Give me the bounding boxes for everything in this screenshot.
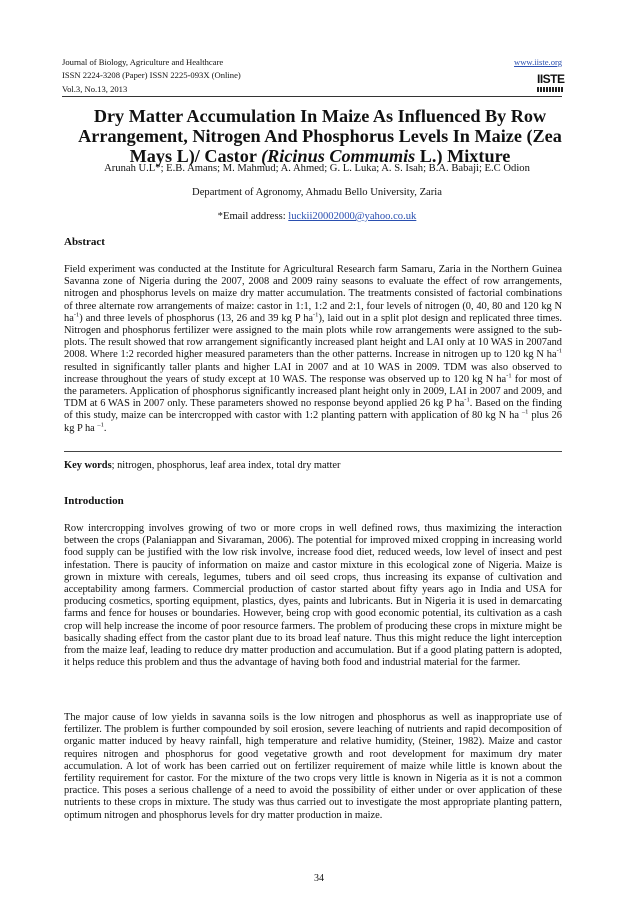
page-number: 34 [314, 873, 324, 884]
superscript: -1 [73, 311, 80, 319]
iiste-logo [537, 73, 563, 93]
title-line-3-start: Mays L)/ Castor [129, 146, 262, 166]
title-line-3-end: L.) Mixture [415, 146, 511, 166]
superscript: -1 [464, 396, 470, 404]
abstract-segment: plus 26 kg P ha [64, 410, 562, 434]
journal-volume: Vol.3, No.13, 2013 [62, 83, 128, 94]
abstract-divider [64, 451, 562, 452]
journal-name: Journal of Biology, Agriculture and Healthcare [62, 57, 224, 67]
paper-title [70, 106, 570, 166]
introduction-paragraph-2: The major cause of low yields in savanna soils is the low nitrogen and phosphorus as well as inappropriate use of fertilizer. The problem is further compounded by soil erosion, severe leaching of nutrients and rapid decomposition of organic matter induced by heavy rainfall, high temperature and relative humidity, (Steiner, 1982). Maize and castor requires nitrogen and phosphorus for good vegetative growth and root development for maximum dry mater accumulation. A lot of work has been carried out on fertilizer requirement of maize while little is known about the fertility requirement for castor. For the mixture of the two crops very little is known in Nigeria as it is not a common practice. This poses a serious challenge of a need to avoid the possibility of either under or over application of these nutrients to these crops in mixture. The study was thus carried out to investigate the most appropriate planting pattern, optimum nitrogen and phosphorus levels for dry matter production in maize. [64, 712, 562, 821]
author-list: Arunah U.L*; E.B. Amans; M. Mahmud; A. Ahmed; G. L. Luka; A. S. Isah; B.A. Babaji; E.C Odion [104, 163, 530, 174]
superscript: -1 [506, 372, 512, 380]
superscript: -1 [556, 347, 562, 355]
title-species: (Ricinus Commumis [261, 146, 416, 166]
abstract-segment: resulted in significantly taller plants and higher LAI in 2007 and at 10 WAS in 2009. TDM was also observed to increase throughout the years of study except at 10 WAS. The response was observed up to 120 kg N ha [64, 361, 562, 385]
keywords-label: Key words [64, 460, 112, 471]
abstract-segment: ) and three levels of phosphorus (13, 26 and 39 kg P ha [79, 312, 314, 324]
abstract-segment: for most of the parameters. Application of phosphorus significantly increased plant height only in 2009, LAI in 2007 and 2009, and TDM at 6 WAS in 2007 only. These parameters showed no response beyond applied 26 kg P ha [64, 373, 562, 410]
title-line-2: Arrangement, Nitrogen And Phosphorus Levels In Maize (Zea [78, 126, 562, 146]
journal-issn: ISSN 2224-3208 (Paper) ISSN 2225-093X (Online) [62, 70, 241, 81]
abstract-segment: ), laid out in a split plot design and replicated three times. Nitrogen and phosphorus fertilizer were assigned to the main plots while row arrangements were assigned to the sub-plots. The result showed that row arrangement significantly increased plant height and LAI only at 10 WAS in 2007and 2008. Where 1:2 recorded higher measured parameters than the other patterns. Increase in nitrogen up to 120 kg N ha [64, 312, 562, 361]
header-divider [62, 96, 562, 97]
keywords-text: ; nitrogen, phosphorus, leaf area index, total dry matter [111, 460, 341, 471]
keywords-line [64, 460, 562, 471]
logo-bars [537, 87, 563, 92]
logo-wordmark: IISTE [537, 72, 565, 86]
journal-header [62, 56, 565, 96]
superscript: –1 [521, 408, 529, 416]
introduction-heading: Introduction [64, 495, 124, 507]
affiliation: Department of Agronomy, Ahmadu Bello University, Zaria [192, 187, 442, 198]
abstract-segment: . [103, 422, 107, 434]
abstract-text [64, 264, 562, 435]
superscript: –1 [97, 421, 104, 429]
email-label: *Email address: [217, 211, 289, 222]
journal-url-link[interactable]: www.iiste.org [514, 57, 562, 67]
abstract-segment: Field experiment was conducted at the Institute for Agricultural Research farm Samaru, Zaria in the Northern Guinea Savanna zone of Nigeria during the 2007, 2008 and 2009 rainy seasons to evaluate the effect of row arrangements, nitrogen and phosphorus levels on maize dry matter accumulation. The treatments consisted of factorial combinations of three alternate row arrangements of maize: castor in 1:1, 1:2 and 2:1, four levels of nitrogen (0, 40, 80 and 120 kg N ha [64, 264, 562, 324]
introduction-paragraph-1: Row intercropping involves growing of two or more crops in well defined rows, thus maximizing the interaction between the crops (Palaniappan and Sivaraman, 2006). The potential for improved mixed cropping in increasing world food supply can be justified with the low risk involve, increase food diet, reduced weeds, low level of insect and pest infestation. There is paucity of information on maize and castor mixture in this ecological zone of Nigeria. Maize is grown in mixture with cereals, legumes, tubers and oil seed crops, thus increasing its expanse of cultivation and acceptability among farmers. Commercial production of castor started about fifty years ago in India and USA for producing cosmetics, sporting equipment, plastics, dyes, paints and lubricants. But in Nigeria it is used in demarcating farms and fence for houses or boundaries. However, being crop with good economic potential, its cultivation as a cash crop will help increase the income of poor resource farmers. The problem of producing these crops in mixture might be basically shading effect from the castor plant due to its broad leaf nature. Thus this might reduce the light interception from the maize leaf, leading to reduce dry matter production and accumulation. But if a good plating pattern is adopted, it helps reduce this problem and thus the advantage of having both food and industrial material for the farmer. [64, 523, 562, 669]
contact-email [62, 211, 572, 222]
abstract-segment: . Based on the finding of this study, maize can be intercropped with castor with 1:2 planting pattern with application of 80 kg N ha [64, 398, 563, 422]
abstract-heading: Abstract [64, 236, 105, 248]
superscript: -1 [313, 311, 319, 319]
title-line-1: Dry Matter Accumulation In Maize As Influenced By Row [93, 106, 547, 126]
email-link[interactable]: luckii20002000@yahoo.co.uk [288, 211, 417, 222]
